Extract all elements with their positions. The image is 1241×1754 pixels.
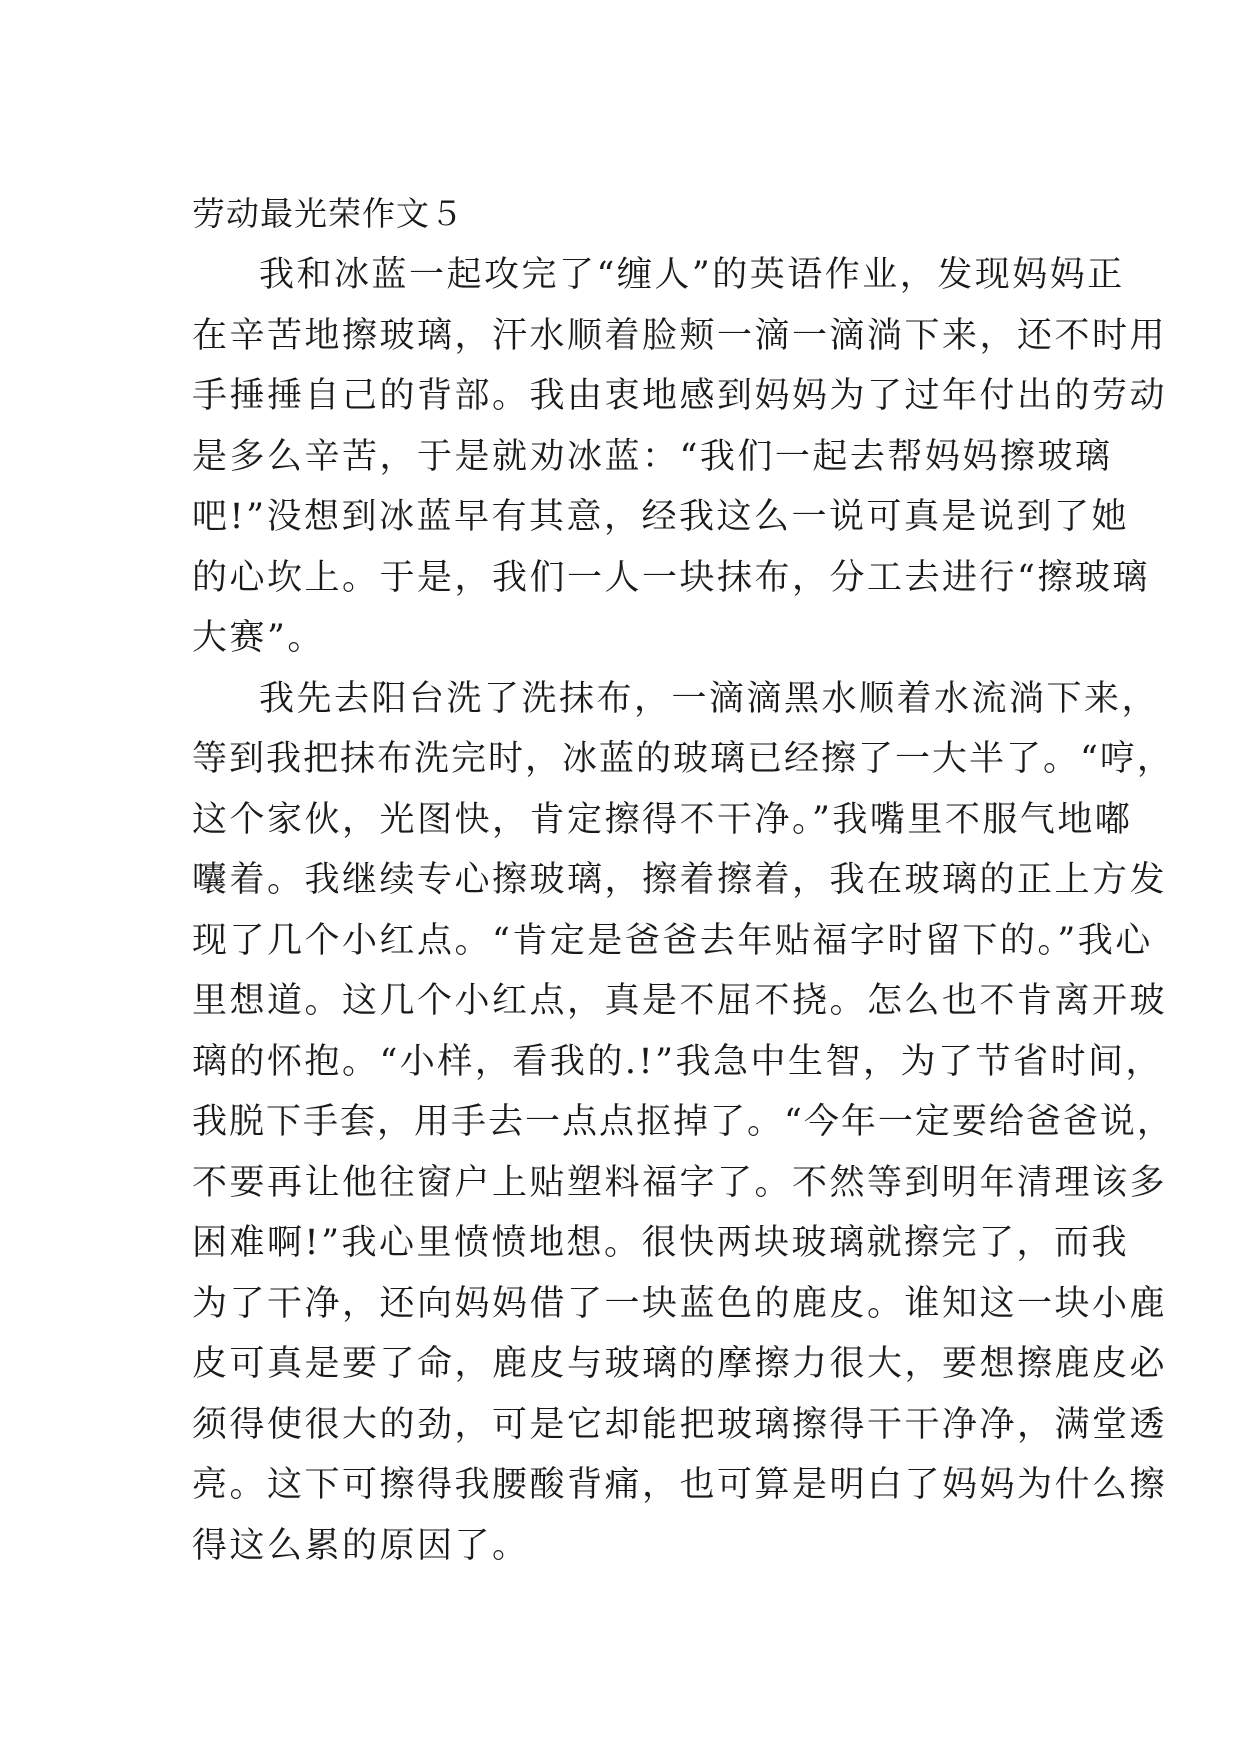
paragraph-line: 大赛”。 [192, 618, 325, 658]
paragraph-line: 得这么累的原因了。 [192, 1526, 530, 1566]
paragraph-line: 里想道。这几个小红点，真是不屈不挠。怎么也不肯离开玻 [192, 981, 1168, 1021]
paragraph-line: 我和冰蓝一起攻完了“缠人”的英语作业，发现妈妈正 [259, 255, 1125, 295]
paragraph-line: 璃的怀抱。“小样，看我的.!”我急中生智，为了节省时间， [192, 1042, 1163, 1082]
paragraph-line: 我脱下手套，用手去一点点抠掉了。“今年一定要给爸爸说， [192, 1102, 1174, 1142]
paragraph-line: 不要再让他往窗户上贴塑料福字了。不然等到明年清理该多 [192, 1163, 1168, 1203]
paragraph-line: 困难啊!”我心里愤愤地想。很快两块玻璃就擦完了，而我 [192, 1223, 1129, 1263]
document-title: 劳动最光荣作文５ [192, 194, 464, 233]
paragraph-line: 亮。这下可擦得我腰酸背痛，也可算是明白了妈妈为什么擦 [192, 1465, 1168, 1505]
paragraph-line: 在辛苦地擦玻璃，汗水顺着脸颊一滴一滴淌下来，还不时用 [192, 316, 1168, 356]
paragraph-line: 须得使很大的劲，可是它却能把玻璃擦得干干净净，满堂透 [192, 1405, 1168, 1445]
paragraph-line: 的心坎上。于是，我们一人一块抹布，分工去进行“擦玻璃 [192, 558, 1150, 598]
paragraph-line: 是多么辛苦，于是就劝冰蓝：“我们一起去帮妈妈擦玻璃 [192, 437, 1113, 477]
paragraph-line: 我先去阳台洗了洗抹布，一滴滴黑水顺着水流淌下来， [259, 679, 1160, 719]
paragraph-line: 吧!”没想到冰蓝早有其意，经我这么一说可真是说到了她 [192, 497, 1129, 537]
paragraph-line: 皮可真是要了命，鹿皮与玻璃的摩擦力很大，要想擦鹿皮必 [192, 1344, 1168, 1384]
paragraph-line: 囔着。我继续专心擦玻璃，擦着擦着，我在玻璃的正上方发 [192, 860, 1168, 900]
paragraph-line: 手捶捶自己的背部。我由衷地感到妈妈为了过年付出的劳动 [192, 376, 1168, 416]
paragraph-line: 现了几个小红点。“肯定是爸爸去年贴福字时留下的。”我心 [192, 921, 1153, 961]
paragraph-line: 为了干净，还向妈妈借了一块蓝色的鹿皮。谁知这一块小鹿 [192, 1284, 1168, 1324]
paragraph-line: 等到我把抹布洗完时，冰蓝的玻璃已经擦了一大半了。“哼， [192, 739, 1174, 779]
paragraph-line: 这个家伙，光图快，肯定擦得不干净。”我嘴里不服气地嘟 [192, 800, 1133, 840]
